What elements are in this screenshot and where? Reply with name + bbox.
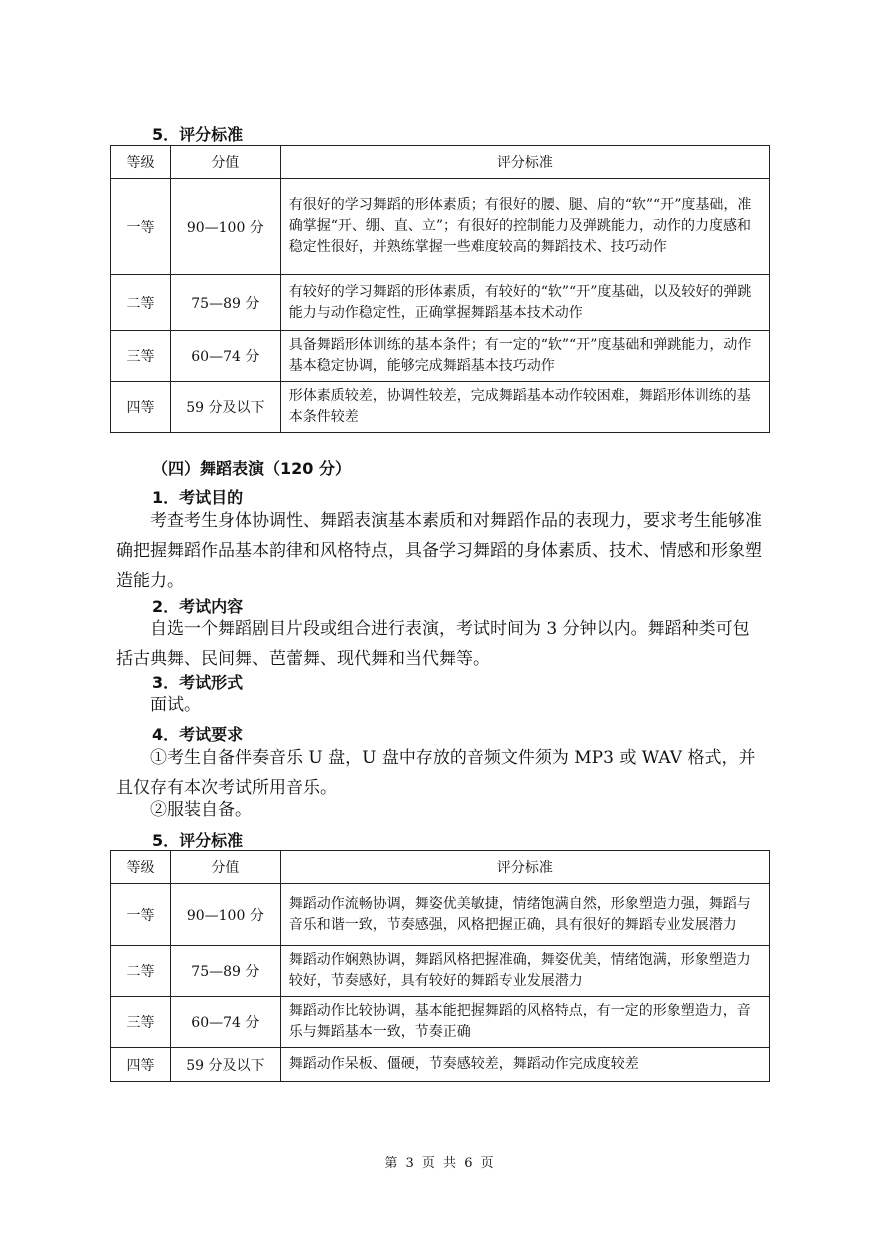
- table-row: [111, 331, 770, 382]
- grade-cell: 三等: [111, 331, 171, 382]
- header-score: 分值: [170, 851, 280, 884]
- header-grade: 等级: [111, 146, 171, 179]
- content-paragraph: 自选一个舞蹈剧目片段或组合进行表演，考试时间为 3 分钟以内。舞蹈种类可包括古典舞、民间舞、芭蕾舞、现代舞和当代舞等。: [116, 619, 750, 669]
- requirement-item-2: ②服装自备。: [150, 800, 252, 820]
- header-criteria: 评分标准: [280, 851, 769, 884]
- header-grade: 等级: [111, 851, 171, 884]
- header-criteria: 评分标准: [280, 146, 769, 179]
- section-heading-scoring-2: 5．评分标准: [152, 831, 244, 850]
- criteria-cell: 舞蹈动作流畅协调，舞姿优美敏捷，情绪饱满自然，形象塑造力强，舞蹈与音乐和谐一致，节奏感强，风格把握正确，具有很好的舞蹈专业发展潜力: [280, 884, 769, 946]
- criteria-cell: 舞蹈动作娴熟协调，舞蹈风格把握准确，舞姿优美，情绪饱满，形象塑造力较好，节奏感好，具有较好的舞蹈专业发展潜力: [280, 946, 769, 997]
- table-row: [111, 179, 770, 275]
- grading-table-2: [110, 850, 770, 1082]
- grade-cell: 四等: [111, 1048, 171, 1082]
- table-row: [111, 1048, 770, 1082]
- table-header-row: [111, 851, 770, 884]
- table-row: [111, 997, 770, 1048]
- table-header-row: [111, 146, 770, 179]
- table-row: [111, 946, 770, 997]
- table-row: [111, 275, 770, 331]
- score-cell: 90—100 分: [170, 179, 280, 275]
- section-heading-scoring-1: 5．评分标准: [152, 125, 244, 144]
- grade-cell: 二等: [111, 275, 171, 331]
- purpose-paragraph: 考查考生身体协调性、舞蹈表演基本素质和对舞蹈作品的表现力，要求考生能够准确把握舞蹈作品基本韵律和风格特点，具备学习舞蹈的身体素质、技术、情感和形象塑造能力。: [116, 511, 762, 591]
- table-row: [111, 382, 770, 433]
- format-paragraph: 面试。: [150, 695, 201, 715]
- score-cell: 59 分及以下: [170, 1048, 280, 1082]
- criteria-cell: 具备舞蹈形体训练的基本条件；有一定的“软”“开”度基础和弹跳能力，动作基本稳定协调，能够完成舞蹈基本技巧动作: [280, 331, 769, 382]
- grade-cell: 一等: [111, 884, 171, 946]
- criteria-cell: 舞蹈动作比较协调，基本能把握舞蹈的风格特点，有一定的形象塑造力，音乐与舞蹈基本一致，节奏正确: [280, 997, 769, 1048]
- score-cell: 60—74 分: [170, 997, 280, 1048]
- section-heading-requirements: 4．考试要求: [152, 725, 244, 744]
- score-cell: 75—89 分: [170, 946, 280, 997]
- criteria-cell: 舞蹈动作呆板、僵硬，节奏感较差，舞蹈动作完成度较差: [280, 1048, 769, 1082]
- score-cell: 75—89 分: [170, 275, 280, 331]
- part-title: （四）舞蹈表演（120 分）: [152, 459, 351, 478]
- grade-cell: 一等: [111, 179, 171, 275]
- page-number: 第 3 页 共 6 页: [384, 1156, 496, 1171]
- table-row: [111, 884, 770, 946]
- section-heading-content: 2．考试内容: [152, 597, 244, 616]
- grade-cell: 三等: [111, 997, 171, 1048]
- grade-cell: 二等: [111, 946, 171, 997]
- requirement-item-1: ①考生自备伴奏音乐 U 盘，U 盘中存放的音频文件须为 MP3 或 WAV 格式，并且仅存有本次考试所用音乐。: [116, 748, 756, 798]
- criteria-cell: 形体素质较差，协调性较差，完成舞蹈基本动作较困难，舞蹈形体训练的基本条件较差: [280, 382, 769, 433]
- grading-table-1: [110, 145, 770, 433]
- grade-cell: 四等: [111, 382, 171, 433]
- section-heading-purpose: 1．考试目的: [152, 488, 244, 507]
- criteria-cell: 有很好的学习舞蹈的形体素质；有很好的腰、腿、肩的“软”“开”度基础，准确掌握“开、绷、直、立”；有很好的控制能力及弹跳能力，动作的力度感和稳定性很好，并熟练掌握一些难度较高的舞蹈技术、技巧动作: [280, 179, 769, 275]
- section-heading-format: 3．考试形式: [152, 673, 244, 692]
- score-cell: 90—100 分: [170, 884, 280, 946]
- criteria-cell: 有较好的学习舞蹈的形体素质，有较好的“软”“开”度基础，以及较好的弹跳能力与动作稳定性，正确掌握舞蹈基本技术动作: [280, 275, 769, 331]
- score-cell: 60—74 分: [170, 331, 280, 382]
- score-cell: 59 分及以下: [170, 382, 280, 433]
- header-score: 分值: [170, 146, 280, 179]
